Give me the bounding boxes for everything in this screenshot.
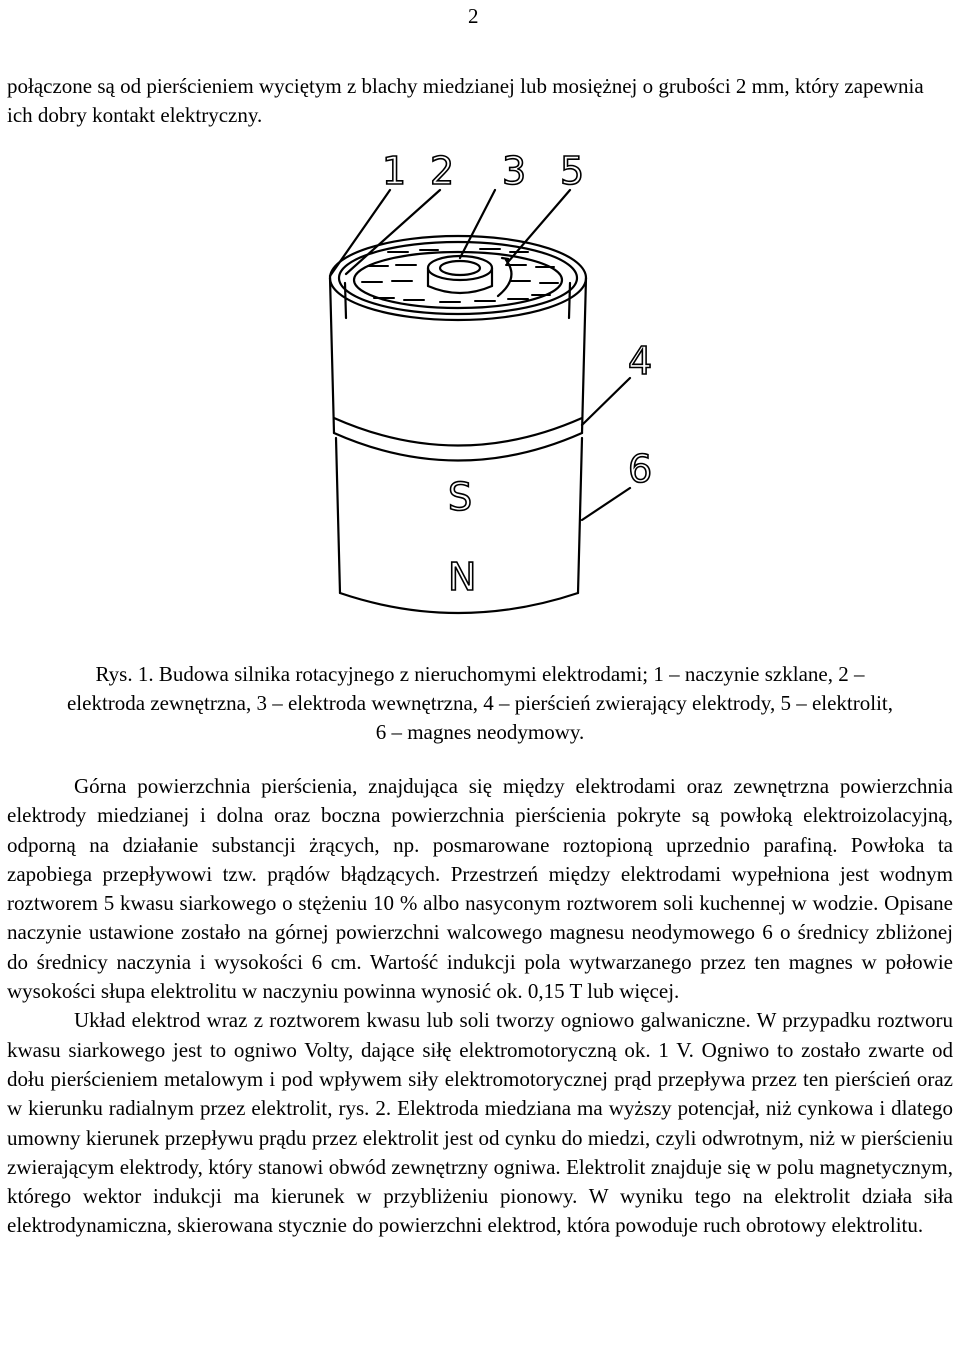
paragraph-2: Układ elektrod wraz z roztworem kwasu lub soli tworzy ogniowo galwaniczne. W przypadku roztworu kwasu siarkowego jest to ogniwo Volty, dające siłę elektromotoryczną ok. 1 V. Ogniwo to zostało zwarte od dołu pierścieniem metalowym i pod wpływem siły elektromotorycznej prąd przepływa przez ten pierścień oraz w kierunku radialnym przez elektrolit, rys. 2. Elektroda miedziana ma wyższy potencjał, niż cynkowa i dlatego umowny kierunek przepływu prądu przez elektrolit jest od cynku do miedzi, czyli odwrotnym, niż w pierścieniu zwierającym elektrody, który stanowi obwód zewnętrzny ogniwa. Elektrolit znajduje się w polu magnetycznym, którego wektor indukcji ma kierunek w przybliżeniu pionowy. W wyniku tego na elektrolit działa siła elektrodynamiczna, skierowana stycznie do powierzchni elektrod, która powoduje ruch obrotowy elektrolitu. xyxy=(7,1008,953,1238)
body-text xyxy=(7,772,953,1241)
label-6: 6 xyxy=(628,447,653,491)
paragraph-1: Górna powierzchnia pierścienia, znajdująca się między elektrodami oraz zewnętrzna powierzchnia elektrody miedzianej i dolna oraz boczna powierzchnia pierścienia pokryte są powłoką elektroizolacyjną, odporną na działanie substancji żrących, np. posmarowane roztopioną uprzednio parafiną. Powłoka ta zapobiega przepływowi tzw. prądów błądzących. Przestrzeń między elektrodami wypełniona jest wodnym roztworem 5 kwasu siarkowego o stężeniu 10 % albo nasyconym roztworem soli kuchennej w wodzie. Opisane naczynie ustawione zostało na górnej powierzchni walcowego magnesu neodymowego 6 o średnicy zbliżonej do średnicy naczynia i wysokości 6 cm. Wartość indukcji pola wytwarzanego przez ten magnes w połowie wysokości słupa elektrolitu w naczyniu powinna wynosić ok. 0,15 T lub więcej. xyxy=(7,774,953,1004)
label-n: N xyxy=(448,555,477,599)
label-5: 5 xyxy=(560,149,585,193)
label-4: 4 xyxy=(628,339,653,383)
figure-caption: Rys. 1. Budowa silnika rotacyjnego z nieruchomymi elektrodami; 1 – naczynie szklane, 2 – elektroda zewnętrzna, 3 – elektroda wewnętrzna, 4 – pierścień zwierający elektrody, 5 – elektrolit, 6 – magnes neodymowy. xyxy=(66,662,893,744)
label-1: 1 xyxy=(382,149,407,193)
label-2: 2 xyxy=(430,149,455,193)
motor-diagram xyxy=(270,128,690,628)
page-number: 2 xyxy=(468,4,479,28)
label-3: 3 xyxy=(502,149,527,193)
intro-paragraph: połączone są od pierścieniem wyciętym z blachy miedzianej lub mosiężnej o grubości 2 mm, który zapewnia ich dobry kontakt elektryczny. xyxy=(7,74,924,127)
label-s: S xyxy=(448,475,473,519)
